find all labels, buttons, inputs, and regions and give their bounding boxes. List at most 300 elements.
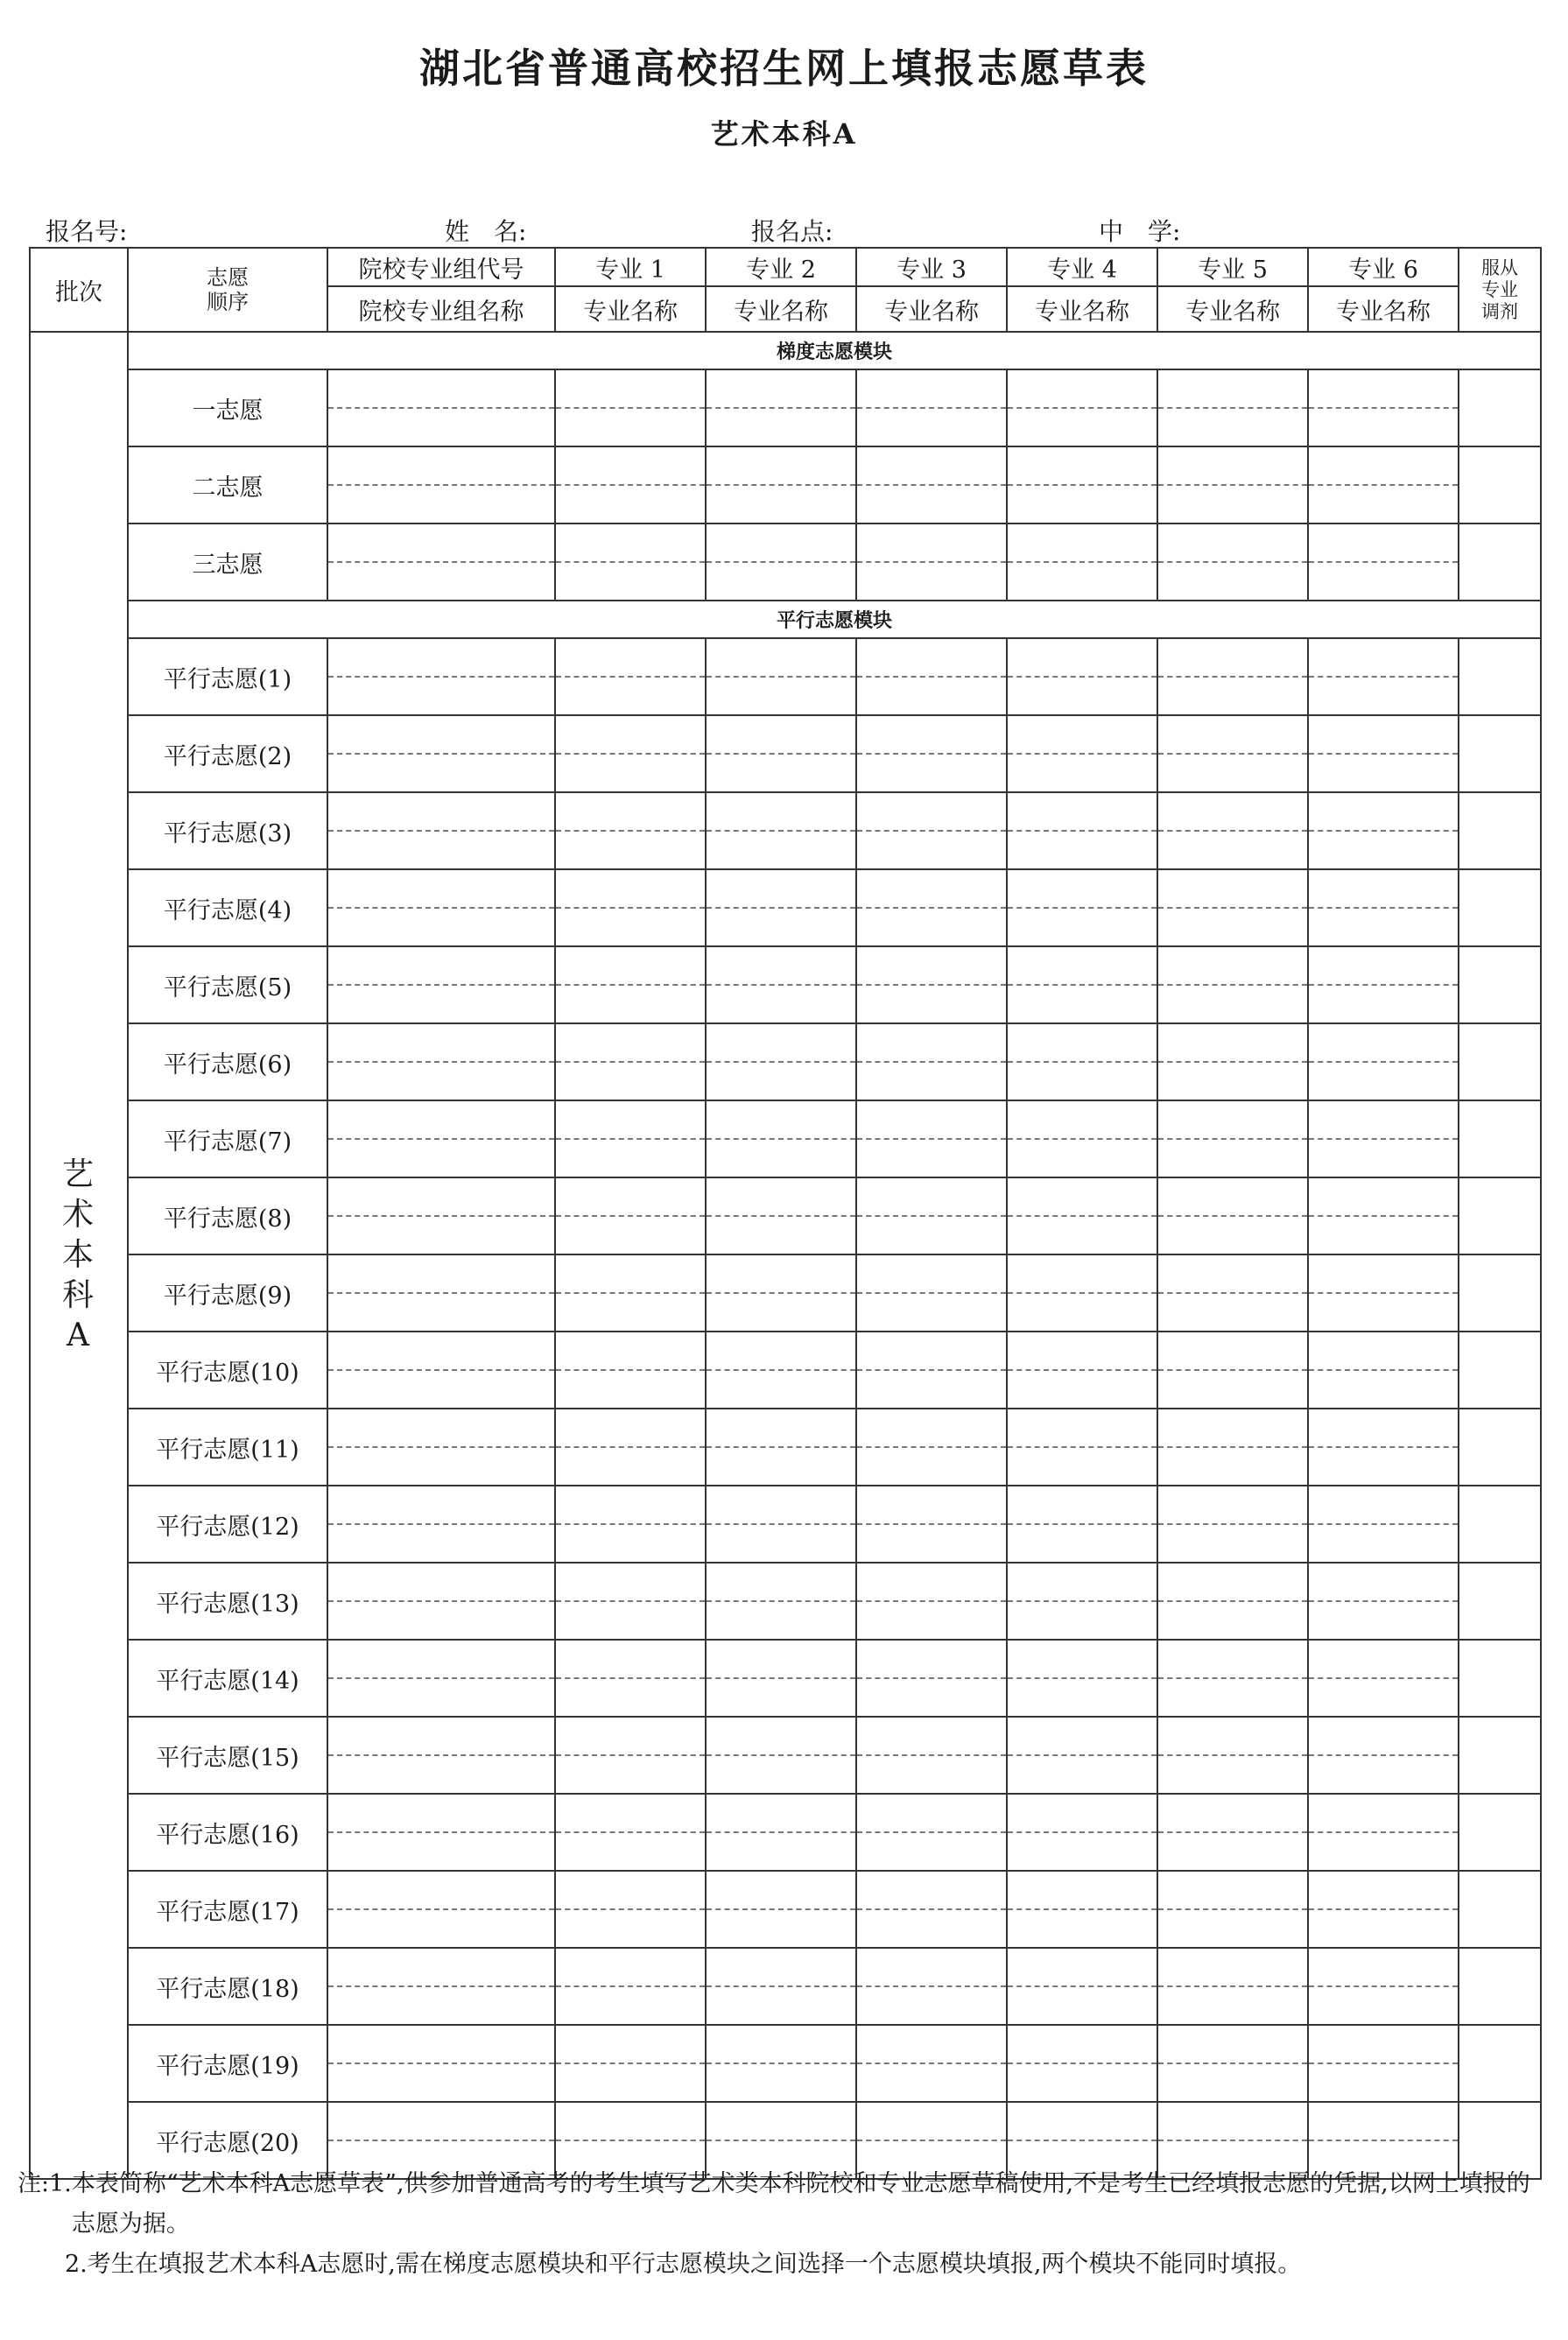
major-code-input[interactable] bbox=[1157, 792, 1308, 831]
adjust-input[interactable] bbox=[1459, 1871, 1541, 1948]
major-code-input[interactable] bbox=[856, 2102, 1007, 2140]
major-name-input[interactable] bbox=[1007, 562, 1157, 601]
adjust-input[interactable] bbox=[1459, 1948, 1541, 2025]
major-name-input[interactable] bbox=[1157, 1909, 1308, 1948]
major-name-input[interactable] bbox=[1157, 1832, 1308, 1871]
group-code-input[interactable] bbox=[327, 1717, 555, 1755]
major-name-input[interactable] bbox=[1157, 1447, 1308, 1486]
major-code-input[interactable] bbox=[555, 1177, 706, 1216]
group-name-input[interactable] bbox=[327, 1293, 555, 1332]
group-name-input[interactable] bbox=[327, 1370, 555, 1409]
group-name-input[interactable] bbox=[327, 1447, 555, 1486]
group-code-input[interactable] bbox=[327, 1332, 555, 1370]
major-name-input[interactable] bbox=[555, 1678, 706, 1717]
major-name-input[interactable] bbox=[1007, 908, 1157, 946]
major-code-input[interactable] bbox=[1007, 638, 1157, 677]
major-code-input[interactable] bbox=[706, 792, 856, 831]
major-code-input[interactable] bbox=[856, 1254, 1007, 1293]
major-code-input[interactable] bbox=[1157, 1871, 1308, 1909]
major-code-input[interactable] bbox=[856, 1948, 1007, 1986]
major-name-input[interactable] bbox=[555, 1909, 706, 1948]
major-name-input[interactable] bbox=[1007, 1293, 1157, 1332]
major-name-input[interactable] bbox=[856, 754, 1007, 792]
adjust-input[interactable] bbox=[1459, 869, 1541, 946]
major-name-input[interactable] bbox=[1308, 562, 1459, 601]
major-name-input[interactable] bbox=[555, 1447, 706, 1486]
major-name-input[interactable] bbox=[555, 831, 706, 869]
major-code-input[interactable] bbox=[555, 369, 706, 408]
major-code-input[interactable] bbox=[706, 524, 856, 562]
major-code-input[interactable] bbox=[1308, 446, 1459, 485]
group-name-input[interactable] bbox=[327, 1139, 555, 1177]
major-name-input[interactable] bbox=[1308, 1601, 1459, 1640]
major-code-input[interactable] bbox=[1157, 1486, 1308, 1524]
major-name-input[interactable] bbox=[1308, 1909, 1459, 1948]
major-code-input[interactable] bbox=[706, 2102, 856, 2140]
major-name-input[interactable] bbox=[706, 1755, 856, 1794]
major-code-input[interactable] bbox=[1308, 1332, 1459, 1370]
major-name-input[interactable] bbox=[1157, 754, 1308, 792]
major-name-input[interactable] bbox=[1007, 485, 1157, 524]
major-name-input[interactable] bbox=[1157, 1139, 1308, 1177]
major-code-input[interactable] bbox=[706, 1332, 856, 1370]
major-code-input[interactable] bbox=[856, 1563, 1007, 1601]
major-name-input[interactable] bbox=[1157, 677, 1308, 715]
major-name-input[interactable] bbox=[856, 677, 1007, 715]
major-code-input[interactable] bbox=[856, 1717, 1007, 1755]
group-name-input[interactable] bbox=[327, 1601, 555, 1640]
major-name-input[interactable] bbox=[1308, 1293, 1459, 1332]
adjust-input[interactable] bbox=[1459, 946, 1541, 1023]
major-name-input[interactable] bbox=[555, 1062, 706, 1100]
major-code-input[interactable] bbox=[555, 524, 706, 562]
major-code-input[interactable] bbox=[555, 1100, 706, 1139]
major-name-input[interactable] bbox=[1157, 2063, 1308, 2102]
major-code-input[interactable] bbox=[555, 446, 706, 485]
major-name-input[interactable] bbox=[856, 408, 1007, 446]
major-name-input[interactable] bbox=[856, 1062, 1007, 1100]
major-code-input[interactable] bbox=[1157, 1409, 1308, 1447]
major-name-input[interactable] bbox=[856, 908, 1007, 946]
major-name-input[interactable] bbox=[706, 985, 856, 1023]
major-name-input[interactable] bbox=[706, 677, 856, 715]
major-name-input[interactable] bbox=[1308, 1524, 1459, 1563]
major-name-input[interactable] bbox=[1308, 1832, 1459, 1871]
major-name-input[interactable] bbox=[555, 1832, 706, 1871]
major-name-input[interactable] bbox=[555, 754, 706, 792]
major-code-input[interactable] bbox=[856, 446, 1007, 485]
major-name-input[interactable] bbox=[706, 831, 856, 869]
major-code-input[interactable] bbox=[706, 1794, 856, 1832]
major-code-input[interactable] bbox=[856, 869, 1007, 908]
major-name-input[interactable] bbox=[1007, 831, 1157, 869]
major-name-input[interactable] bbox=[856, 485, 1007, 524]
group-name-input[interactable] bbox=[327, 1216, 555, 1254]
major-name-input[interactable] bbox=[706, 1986, 856, 2025]
major-code-input[interactable] bbox=[1007, 2102, 1157, 2140]
major-name-input[interactable] bbox=[1308, 985, 1459, 1023]
major-name-input[interactable] bbox=[1157, 1601, 1308, 1640]
major-name-input[interactable] bbox=[1308, 408, 1459, 446]
major-name-input[interactable] bbox=[1007, 1524, 1157, 1563]
major-name-input[interactable] bbox=[555, 408, 706, 446]
major-code-input[interactable] bbox=[856, 1332, 1007, 1370]
major-name-input[interactable] bbox=[706, 908, 856, 946]
major-code-input[interactable] bbox=[1308, 1794, 1459, 1832]
major-name-input[interactable] bbox=[1007, 985, 1157, 1023]
major-name-input[interactable] bbox=[1308, 1678, 1459, 1717]
major-code-input[interactable] bbox=[706, 2025, 856, 2063]
group-name-input[interactable] bbox=[327, 1524, 555, 1563]
group-name-input[interactable] bbox=[327, 1755, 555, 1794]
major-name-input[interactable] bbox=[1157, 485, 1308, 524]
major-name-input[interactable] bbox=[1007, 1755, 1157, 1794]
major-name-input[interactable] bbox=[1007, 1139, 1157, 1177]
major-code-input[interactable] bbox=[555, 638, 706, 677]
major-code-input[interactable] bbox=[1308, 1177, 1459, 1216]
major-code-input[interactable] bbox=[1007, 1332, 1157, 1370]
adjust-input[interactable] bbox=[1459, 715, 1541, 792]
major-name-input[interactable] bbox=[555, 1216, 706, 1254]
major-code-input[interactable] bbox=[1157, 1794, 1308, 1832]
major-name-input[interactable] bbox=[1308, 1447, 1459, 1486]
major-name-input[interactable] bbox=[555, 1755, 706, 1794]
group-name-input[interactable] bbox=[327, 1909, 555, 1948]
major-name-input[interactable] bbox=[1308, 485, 1459, 524]
major-name-input[interactable] bbox=[1157, 1755, 1308, 1794]
major-code-input[interactable] bbox=[1007, 1640, 1157, 1678]
major-name-input[interactable] bbox=[706, 1601, 856, 1640]
major-name-input[interactable] bbox=[1007, 1678, 1157, 1717]
major-code-input[interactable] bbox=[1007, 1486, 1157, 1524]
major-code-input[interactable] bbox=[555, 946, 706, 985]
major-name-input[interactable] bbox=[1007, 1601, 1157, 1640]
group-name-input[interactable] bbox=[327, 754, 555, 792]
major-code-input[interactable] bbox=[1308, 715, 1459, 754]
major-name-input[interactable] bbox=[706, 1832, 856, 1871]
adjust-input[interactable] bbox=[1459, 369, 1541, 446]
major-code-input[interactable] bbox=[1157, 1332, 1308, 1370]
major-code-input[interactable] bbox=[706, 1409, 856, 1447]
major-code-input[interactable] bbox=[1157, 446, 1308, 485]
major-name-input[interactable] bbox=[1157, 1062, 1308, 1100]
group-code-input[interactable] bbox=[327, 792, 555, 831]
major-code-input[interactable] bbox=[1157, 369, 1308, 408]
adjust-input[interactable] bbox=[1459, 1409, 1541, 1486]
major-name-input[interactable] bbox=[1007, 1370, 1157, 1409]
major-name-input[interactable] bbox=[706, 1062, 856, 1100]
major-code-input[interactable] bbox=[1308, 946, 1459, 985]
group-code-input[interactable] bbox=[327, 1100, 555, 1139]
major-code-input[interactable] bbox=[706, 1948, 856, 1986]
major-name-input[interactable] bbox=[555, 562, 706, 601]
major-code-input[interactable] bbox=[1157, 1254, 1308, 1293]
major-name-input[interactable] bbox=[1157, 1678, 1308, 1717]
major-name-input[interactable] bbox=[1308, 1139, 1459, 1177]
major-code-input[interactable] bbox=[1007, 1794, 1157, 1832]
major-code-input[interactable] bbox=[1157, 869, 1308, 908]
group-code-input[interactable] bbox=[327, 1563, 555, 1601]
group-name-input[interactable] bbox=[327, 1832, 555, 1871]
major-name-input[interactable] bbox=[1308, 1216, 1459, 1254]
major-name-input[interactable] bbox=[706, 754, 856, 792]
adjust-input[interactable] bbox=[1459, 1717, 1541, 1794]
group-code-input[interactable] bbox=[327, 1871, 555, 1909]
major-code-input[interactable] bbox=[1007, 2025, 1157, 2063]
group-code-input[interactable] bbox=[327, 1486, 555, 1524]
adjust-input[interactable] bbox=[1459, 524, 1541, 601]
major-code-input[interactable] bbox=[706, 369, 856, 408]
major-code-input[interactable] bbox=[1308, 792, 1459, 831]
major-code-input[interactable] bbox=[1007, 524, 1157, 562]
major-code-input[interactable] bbox=[1157, 638, 1308, 677]
major-code-input[interactable] bbox=[856, 1794, 1007, 1832]
major-name-input[interactable] bbox=[706, 1216, 856, 1254]
major-name-input[interactable] bbox=[555, 677, 706, 715]
major-code-input[interactable] bbox=[1157, 1717, 1308, 1755]
major-name-input[interactable] bbox=[555, 1139, 706, 1177]
major-name-input[interactable] bbox=[856, 1832, 1007, 1871]
major-code-input[interactable] bbox=[1007, 1254, 1157, 1293]
major-name-input[interactable] bbox=[856, 831, 1007, 869]
major-name-input[interactable] bbox=[1308, 677, 1459, 715]
major-code-input[interactable] bbox=[706, 1717, 856, 1755]
major-name-input[interactable] bbox=[706, 485, 856, 524]
major-name-input[interactable] bbox=[706, 562, 856, 601]
major-name-input[interactable] bbox=[1157, 408, 1308, 446]
major-code-input[interactable] bbox=[555, 1717, 706, 1755]
major-code-input[interactable] bbox=[1308, 1948, 1459, 1986]
group-code-input[interactable] bbox=[327, 946, 555, 985]
major-code-input[interactable] bbox=[1157, 946, 1308, 985]
major-code-input[interactable] bbox=[1308, 1640, 1459, 1678]
major-code-input[interactable] bbox=[1308, 2025, 1459, 2063]
major-code-input[interactable] bbox=[555, 869, 706, 908]
major-code-input[interactable] bbox=[1157, 1023, 1308, 1062]
major-code-input[interactable] bbox=[555, 2025, 706, 2063]
major-code-input[interactable] bbox=[1157, 715, 1308, 754]
major-name-input[interactable] bbox=[1308, 1062, 1459, 1100]
adjust-input[interactable] bbox=[1459, 1794, 1541, 1871]
major-code-input[interactable] bbox=[1157, 2102, 1308, 2140]
group-code-input[interactable] bbox=[327, 2025, 555, 2063]
major-code-input[interactable] bbox=[706, 1023, 856, 1062]
major-code-input[interactable] bbox=[706, 869, 856, 908]
major-name-input[interactable] bbox=[856, 2063, 1007, 2102]
major-name-input[interactable] bbox=[706, 1678, 856, 1717]
major-name-input[interactable] bbox=[856, 985, 1007, 1023]
major-code-input[interactable] bbox=[1157, 2025, 1308, 2063]
group-code-input[interactable] bbox=[327, 1794, 555, 1832]
major-code-input[interactable] bbox=[1157, 1177, 1308, 1216]
major-name-input[interactable] bbox=[856, 1293, 1007, 1332]
adjust-input[interactable] bbox=[1459, 1486, 1541, 1563]
major-name-input[interactable] bbox=[555, 985, 706, 1023]
major-code-input[interactable] bbox=[1007, 1563, 1157, 1601]
adjust-input[interactable] bbox=[1459, 792, 1541, 869]
major-name-input[interactable] bbox=[555, 1370, 706, 1409]
major-code-input[interactable] bbox=[856, 792, 1007, 831]
group-name-input[interactable] bbox=[327, 1678, 555, 1717]
major-name-input[interactable] bbox=[1157, 831, 1308, 869]
major-code-input[interactable] bbox=[1308, 638, 1459, 677]
major-code-input[interactable] bbox=[1308, 1254, 1459, 1293]
major-name-input[interactable] bbox=[706, 1524, 856, 1563]
major-code-input[interactable] bbox=[1308, 1717, 1459, 1755]
major-code-input[interactable] bbox=[1007, 715, 1157, 754]
major-code-input[interactable] bbox=[1007, 1948, 1157, 1986]
major-code-input[interactable] bbox=[706, 1100, 856, 1139]
major-name-input[interactable] bbox=[856, 1909, 1007, 1948]
major-name-input[interactable] bbox=[555, 2063, 706, 2102]
adjust-input[interactable] bbox=[1459, 2025, 1541, 2102]
major-name-input[interactable] bbox=[1308, 831, 1459, 869]
major-code-input[interactable] bbox=[856, 946, 1007, 985]
major-name-input[interactable] bbox=[856, 562, 1007, 601]
group-name-input[interactable] bbox=[327, 408, 555, 446]
major-code-input[interactable] bbox=[1308, 524, 1459, 562]
group-code-input[interactable] bbox=[327, 369, 555, 408]
major-code-input[interactable] bbox=[1007, 1177, 1157, 1216]
major-code-input[interactable] bbox=[1007, 446, 1157, 485]
major-code-input[interactable] bbox=[1007, 1409, 1157, 1447]
major-code-input[interactable] bbox=[1308, 1100, 1459, 1139]
major-code-input[interactable] bbox=[706, 946, 856, 985]
major-code-input[interactable] bbox=[555, 1871, 706, 1909]
major-code-input[interactable] bbox=[856, 1023, 1007, 1062]
major-name-input[interactable] bbox=[1007, 2063, 1157, 2102]
adjust-input[interactable] bbox=[1459, 1023, 1541, 1100]
group-code-input[interactable] bbox=[327, 1023, 555, 1062]
major-code-input[interactable] bbox=[555, 1563, 706, 1601]
major-code-input[interactable] bbox=[1157, 524, 1308, 562]
major-name-input[interactable] bbox=[706, 1139, 856, 1177]
major-code-input[interactable] bbox=[1007, 869, 1157, 908]
group-code-input[interactable] bbox=[327, 1640, 555, 1678]
major-name-input[interactable] bbox=[706, 1370, 856, 1409]
major-name-input[interactable] bbox=[1007, 1909, 1157, 1948]
group-name-input[interactable] bbox=[327, 985, 555, 1023]
major-code-input[interactable] bbox=[1308, 1871, 1459, 1909]
group-name-input[interactable] bbox=[327, 1062, 555, 1100]
adjust-input[interactable] bbox=[1459, 1100, 1541, 1177]
major-code-input[interactable] bbox=[555, 1948, 706, 1986]
major-name-input[interactable] bbox=[1007, 754, 1157, 792]
major-code-input[interactable] bbox=[856, 524, 1007, 562]
major-code-input[interactable] bbox=[1308, 1563, 1459, 1601]
major-name-input[interactable] bbox=[856, 1601, 1007, 1640]
major-code-input[interactable] bbox=[1308, 869, 1459, 908]
group-name-input[interactable] bbox=[327, 1986, 555, 2025]
group-code-input[interactable] bbox=[327, 869, 555, 908]
major-code-input[interactable] bbox=[555, 1254, 706, 1293]
major-name-input[interactable] bbox=[1308, 1986, 1459, 2025]
major-name-input[interactable] bbox=[856, 1139, 1007, 1177]
major-code-input[interactable] bbox=[856, 638, 1007, 677]
group-code-input[interactable] bbox=[327, 446, 555, 485]
major-code-input[interactable] bbox=[1157, 1563, 1308, 1601]
major-code-input[interactable] bbox=[1007, 1717, 1157, 1755]
major-name-input[interactable] bbox=[856, 1524, 1007, 1563]
adjust-input[interactable] bbox=[1459, 638, 1541, 715]
group-name-input[interactable] bbox=[327, 562, 555, 601]
major-name-input[interactable] bbox=[706, 2063, 856, 2102]
major-name-input[interactable] bbox=[856, 1447, 1007, 1486]
major-name-input[interactable] bbox=[1007, 1986, 1157, 2025]
major-name-input[interactable] bbox=[1308, 1755, 1459, 1794]
major-name-input[interactable] bbox=[1308, 908, 1459, 946]
major-name-input[interactable] bbox=[856, 1370, 1007, 1409]
major-code-input[interactable] bbox=[1007, 1023, 1157, 1062]
major-code-input[interactable] bbox=[1308, 1023, 1459, 1062]
major-name-input[interactable] bbox=[706, 1447, 856, 1486]
major-code-input[interactable] bbox=[555, 792, 706, 831]
major-name-input[interactable] bbox=[555, 1524, 706, 1563]
major-name-input[interactable] bbox=[555, 1293, 706, 1332]
major-code-input[interactable] bbox=[1308, 2102, 1459, 2140]
group-name-input[interactable] bbox=[327, 2063, 555, 2102]
major-code-input[interactable] bbox=[555, 2102, 706, 2140]
major-code-input[interactable] bbox=[856, 369, 1007, 408]
major-name-input[interactable] bbox=[706, 1293, 856, 1332]
major-code-input[interactable] bbox=[1157, 1100, 1308, 1139]
major-name-input[interactable] bbox=[1308, 2063, 1459, 2102]
major-code-input[interactable] bbox=[555, 1794, 706, 1832]
major-code-input[interactable] bbox=[1308, 1409, 1459, 1447]
major-code-input[interactable] bbox=[706, 715, 856, 754]
major-name-input[interactable] bbox=[1007, 1832, 1157, 1871]
group-code-input[interactable] bbox=[327, 1254, 555, 1293]
major-name-input[interactable] bbox=[555, 1601, 706, 1640]
major-code-input[interactable] bbox=[706, 638, 856, 677]
major-code-input[interactable] bbox=[856, 1486, 1007, 1524]
major-name-input[interactable] bbox=[1308, 1370, 1459, 1409]
major-name-input[interactable] bbox=[1157, 908, 1308, 946]
major-name-input[interactable] bbox=[1007, 677, 1157, 715]
major-name-input[interactable] bbox=[1007, 408, 1157, 446]
major-name-input[interactable] bbox=[1157, 1216, 1308, 1254]
major-code-input[interactable] bbox=[706, 1254, 856, 1293]
group-name-input[interactable] bbox=[327, 677, 555, 715]
group-name-input[interactable] bbox=[327, 831, 555, 869]
group-code-input[interactable] bbox=[327, 1948, 555, 1986]
group-code-input[interactable] bbox=[327, 2102, 555, 2140]
major-name-input[interactable] bbox=[1157, 985, 1308, 1023]
major-name-input[interactable] bbox=[856, 1755, 1007, 1794]
major-name-input[interactable] bbox=[555, 485, 706, 524]
major-code-input[interactable] bbox=[1007, 946, 1157, 985]
major-name-input[interactable] bbox=[856, 1216, 1007, 1254]
adjust-input[interactable] bbox=[1459, 1177, 1541, 1254]
major-name-input[interactable] bbox=[856, 1678, 1007, 1717]
major-code-input[interactable] bbox=[856, 1177, 1007, 1216]
group-code-input[interactable] bbox=[327, 1409, 555, 1447]
major-code-input[interactable] bbox=[1007, 369, 1157, 408]
major-code-input[interactable] bbox=[1007, 792, 1157, 831]
major-name-input[interactable] bbox=[1007, 1062, 1157, 1100]
major-code-input[interactable] bbox=[856, 2025, 1007, 2063]
adjust-input[interactable] bbox=[1459, 1640, 1541, 1717]
group-code-input[interactable] bbox=[327, 1177, 555, 1216]
major-name-input[interactable] bbox=[1308, 754, 1459, 792]
major-code-input[interactable] bbox=[1007, 1100, 1157, 1139]
major-name-input[interactable] bbox=[1157, 562, 1308, 601]
major-code-input[interactable] bbox=[555, 1486, 706, 1524]
major-name-input[interactable] bbox=[1157, 1986, 1308, 2025]
major-name-input[interactable] bbox=[1007, 1216, 1157, 1254]
major-code-input[interactable] bbox=[706, 1563, 856, 1601]
adjust-input[interactable] bbox=[1459, 446, 1541, 524]
